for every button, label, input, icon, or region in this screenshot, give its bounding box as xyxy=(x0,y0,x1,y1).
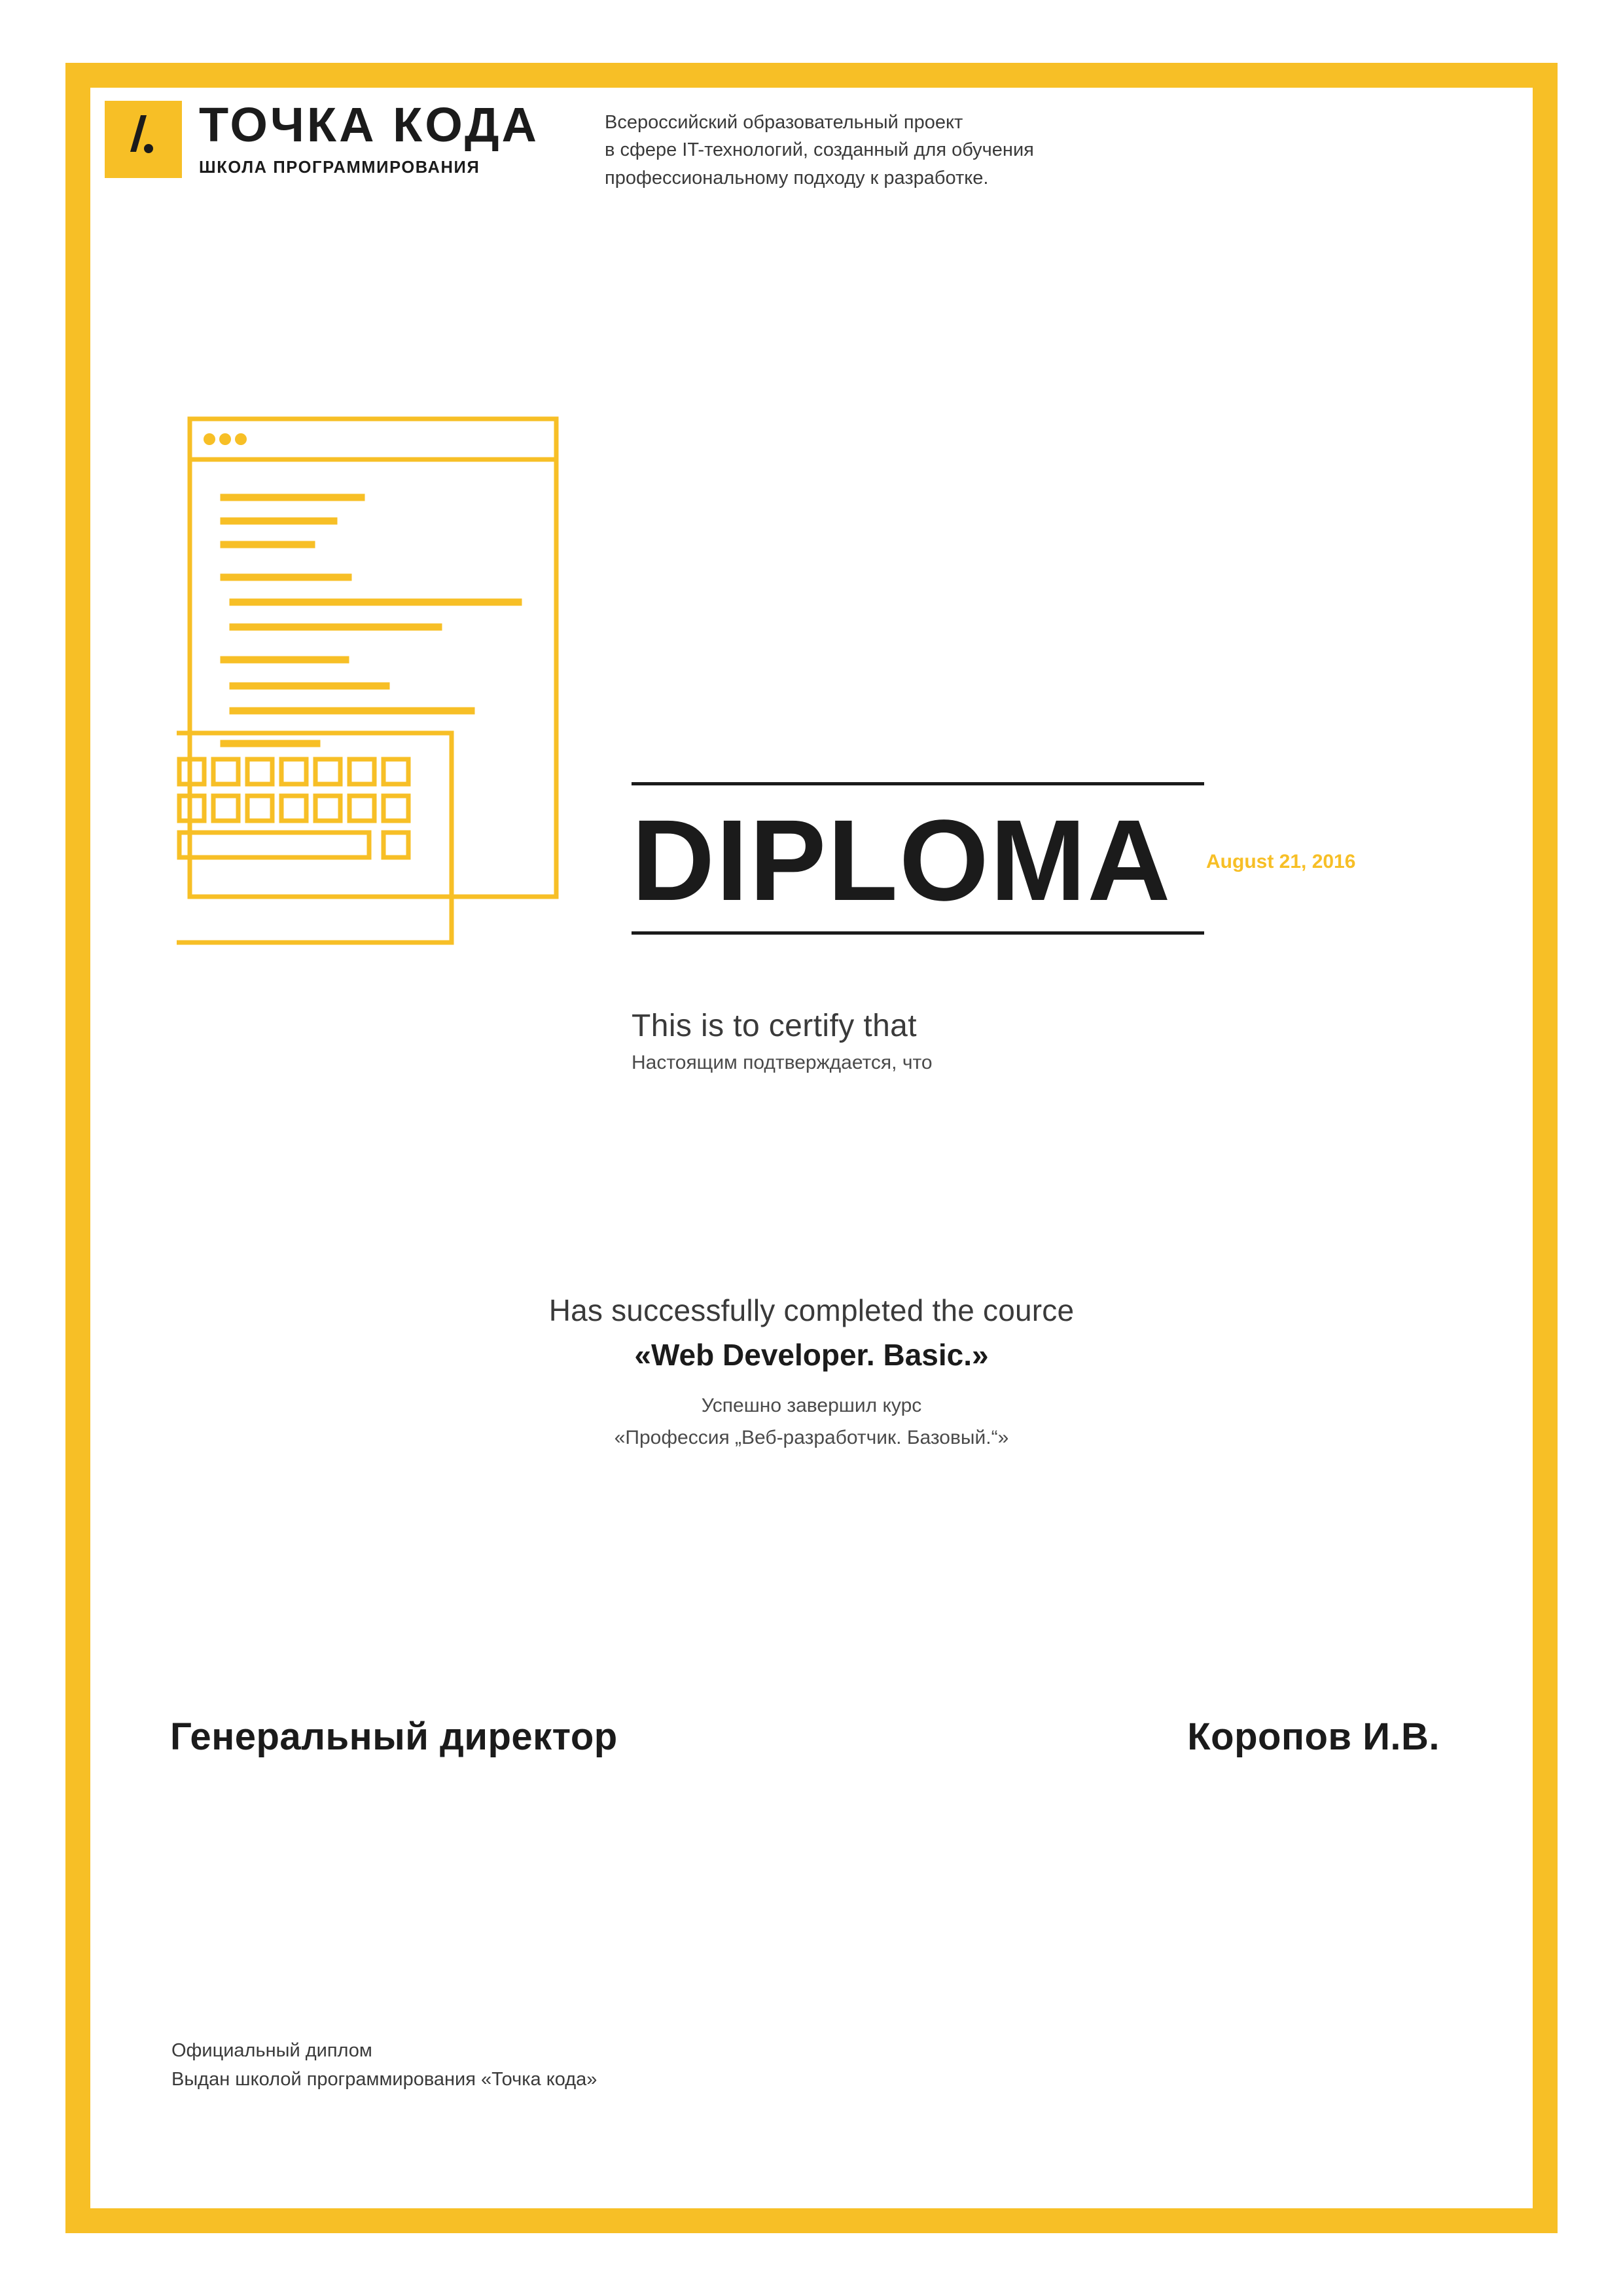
course-completion-ru: Успешно завершил курс xyxy=(701,1395,922,1416)
signature-row xyxy=(170,1715,1440,1759)
organization-description xyxy=(605,109,1034,192)
page-title: DIPLOMA xyxy=(632,797,1172,925)
course-completion-en: Has successfully completed the cource xyxy=(548,1293,1075,1327)
issue-date: August 21, 2016 xyxy=(1206,851,1356,872)
organization-description-line-2: в сфере IT-технологий, созданный для обучения xyxy=(605,139,1034,161)
brand-logo-text xyxy=(199,98,539,177)
brand-logo xyxy=(105,98,539,178)
course-name-en: «Web Developer. Basic.» xyxy=(634,1338,989,1372)
course-block xyxy=(0,1293,1623,1452)
brand-tagline: ШКОЛА ПРОГРАММИРОВАНИЯ xyxy=(199,158,480,177)
brand-name: ТОЧКА КОДА xyxy=(199,98,539,152)
title-rule-top xyxy=(632,782,1204,785)
diploma-title-block xyxy=(632,782,1356,935)
code-lines xyxy=(224,497,518,744)
keyboard-icon xyxy=(177,733,452,942)
document-header xyxy=(105,98,1400,192)
footer-line-2: Выдан школой программирования «Точка кода» xyxy=(171,2068,597,2090)
certify-text-en: This is to certify that xyxy=(632,1009,917,1043)
slash-dot-logo-icon xyxy=(105,101,182,178)
coding-illustration xyxy=(177,406,929,1060)
title-rule-bottom xyxy=(632,931,1204,935)
document-footer xyxy=(171,2037,597,2094)
certify-text-ru: Настоящим подтверждается, что xyxy=(632,1052,933,1073)
signatory-title: Генеральный директор xyxy=(170,1715,618,1758)
course-name-ru: «Профессия „Веб-разработчик. Базовый.“» xyxy=(614,1427,1009,1448)
signatory-name: Коропов И.В. xyxy=(1187,1715,1440,1758)
organization-description-line-1: Всероссийский образовательный проект xyxy=(605,112,963,133)
decorative-border xyxy=(65,63,1558,2233)
organization-description-line-3: профессиональному подходу к разработке. xyxy=(605,167,989,188)
certify-block xyxy=(632,1008,1417,1074)
footer-line-1: Официальный диплом xyxy=(171,2040,372,2061)
